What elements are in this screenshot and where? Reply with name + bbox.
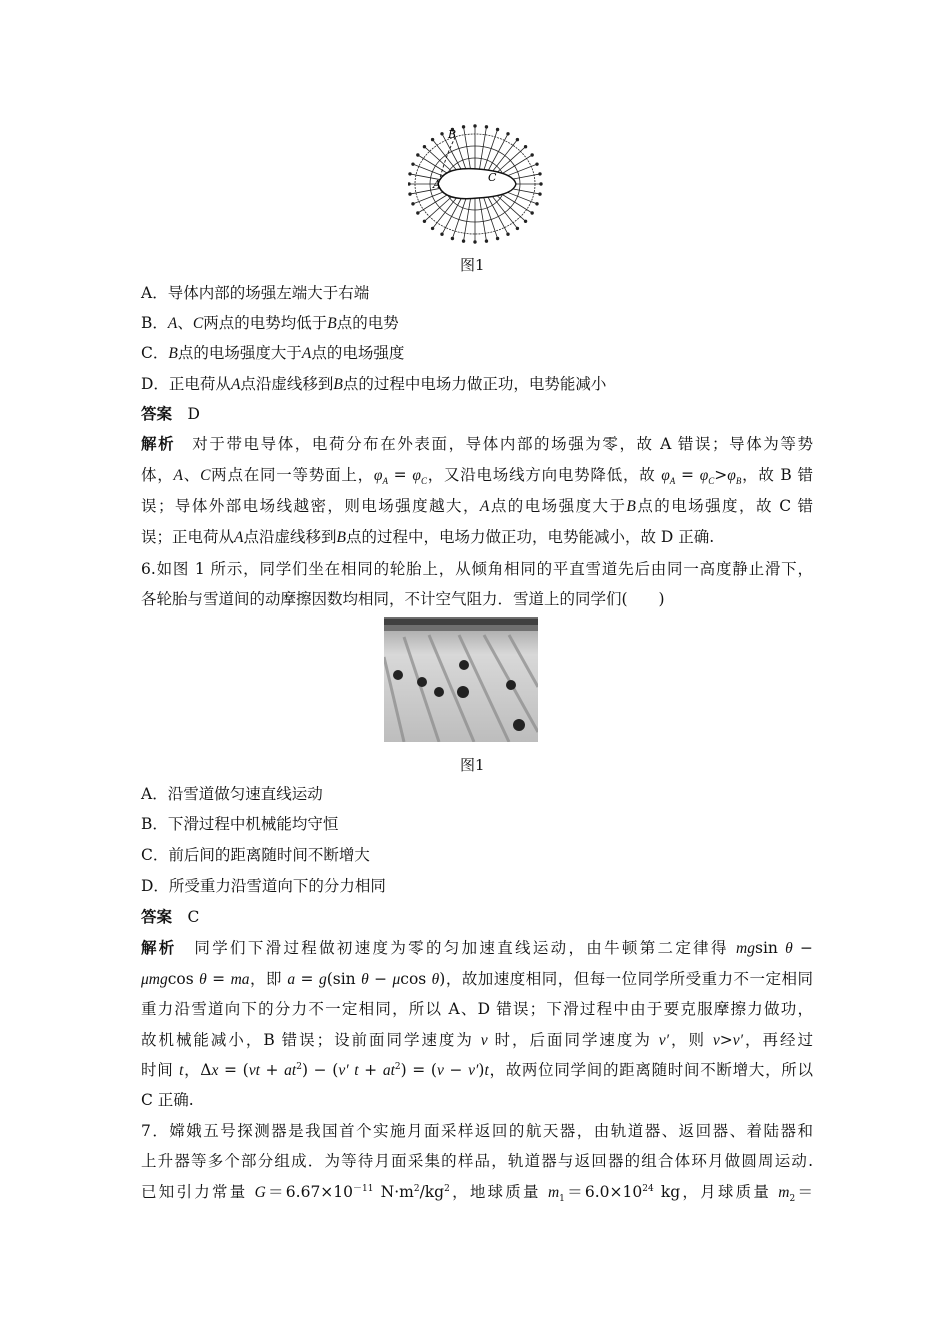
text-segment: 时间 (141, 1061, 180, 1079)
field-arrow (485, 126, 488, 129)
text-segment: B (327, 315, 337, 332)
text-segment: ，故两位同学间的距离随时间不断增大，所以 (488, 1061, 813, 1079)
text-segment: ＝ (795, 1183, 813, 1201)
conductor-electric-field-diagram (408, 124, 543, 249)
field-arrow (531, 154, 534, 157)
text-segment: B (336, 529, 346, 546)
field-line (442, 196, 463, 234)
field-arrow (409, 173, 412, 176)
text-line (141, 434, 813, 454)
text-segment: ，即 (249, 970, 288, 988)
text-segment: C (172, 908, 200, 926)
text-segment: = (387, 466, 413, 484)
field-line (433, 140, 459, 174)
field-line (479, 198, 486, 241)
text-segment: ，Δ (183, 1061, 212, 1079)
text-segment: 点沿虚线移到 (240, 375, 334, 393)
text-line (141, 999, 813, 1019)
field-arrow (441, 132, 444, 135)
field-arrow (462, 240, 465, 243)
text-segment: a (287, 971, 296, 988)
text-line (141, 589, 813, 609)
text-segment: N·m (373, 1183, 414, 1201)
text-segment: C (420, 476, 427, 485)
field-arrow (417, 212, 420, 215)
text-segment: C． (141, 344, 169, 362)
text-segment: kg，月球质量 (653, 1183, 779, 1201)
text-line (141, 814, 813, 834)
text-segment: ) (478, 1061, 485, 1079)
field-arrow (524, 220, 527, 223)
field-arrow (496, 237, 499, 240)
text-segment: 、 (177, 314, 193, 332)
field-arrow (485, 240, 488, 243)
field-arrow (431, 138, 434, 141)
text-segment: 同学们下滑过程做初速度为零的匀加速直线运动，由牛顿第二定律得 (176, 939, 737, 957)
text-segment: C (192, 315, 204, 332)
text-line (141, 1182, 813, 1202)
text-segment: (sin (326, 970, 362, 988)
field-arrow (536, 203, 539, 206)
text-line (141, 969, 813, 989)
text-segment: = (675, 466, 700, 484)
field-arrow (431, 227, 434, 230)
text-segment: μ (392, 971, 401, 988)
text-segment: 点的电场强度大于 (489, 497, 627, 515)
field-arrow (417, 154, 420, 157)
text-segment: A (230, 376, 241, 393)
text-segment: B． (141, 314, 168, 332)
text-segment: 解析 (141, 434, 176, 453)
text-segment: 7．嫦娥五号探测器是我国首个实施月面采样返回的航天器，由轨道器、返回器、着陆器和 (141, 1122, 813, 1140)
text-segment: v (480, 1032, 488, 1049)
field-arrow (516, 138, 519, 141)
text-segment: ) − ( (301, 1061, 339, 1079)
text-segment: θ (431, 971, 440, 988)
label-c: C (488, 171, 497, 184)
text-segment: 体， (141, 466, 174, 484)
text-segment: 24 (642, 1183, 654, 1194)
field-arrow (412, 163, 415, 166)
text-line (141, 404, 813, 424)
field-arrow (539, 173, 542, 176)
text-line (141, 465, 813, 485)
text-segment: /kg (419, 1183, 445, 1201)
field-line (488, 196, 509, 234)
text-segment: g (318, 971, 327, 988)
text-segment: θ (361, 971, 369, 988)
text-segment: at (382, 1062, 395, 1079)
field-line (464, 127, 471, 170)
text-segment: 2 (296, 1061, 302, 1072)
text-segment: 点的电场强度 (311, 344, 405, 362)
text-line (141, 907, 813, 927)
text-segment: v′ (338, 1062, 349, 1079)
text-line (141, 343, 813, 364)
text-segment: − (792, 939, 813, 957)
text-line (141, 527, 813, 548)
text-line (141, 784, 813, 804)
figure1-caption: 图1 (460, 256, 485, 274)
text-segment: t (179, 1062, 184, 1079)
field-arrow (409, 193, 412, 196)
text-segment: ) = ( (400, 1061, 437, 1079)
text-line (141, 559, 813, 579)
text-segment: 2 (394, 1061, 401, 1072)
field-arrow (474, 241, 477, 244)
field-arrow (474, 125, 477, 128)
text-line (141, 1151, 813, 1171)
text-segment: C (708, 476, 715, 485)
field-line (479, 127, 486, 170)
text-segment: B (626, 498, 636, 515)
text-segment: t (354, 1062, 359, 1079)
text-segment: ，则 (669, 1031, 713, 1049)
text-segment: φ (699, 467, 709, 484)
field-arrow (451, 237, 454, 240)
text-segment: cos (167, 970, 200, 988)
text-segment: v (712, 1032, 720, 1049)
text-segment: m (778, 1184, 790, 1201)
text-line (141, 1090, 813, 1110)
text-segment: A (234, 529, 244, 546)
text-segment: 答案 (141, 907, 173, 926)
text-segment: μmg (141, 971, 168, 988)
text-segment: v′ (658, 1032, 670, 1049)
text-line (141, 496, 813, 516)
text-line (141, 283, 813, 303)
text-segment: > (714, 466, 728, 484)
text-segment: 解析 (141, 938, 177, 957)
text-segment: x (211, 1062, 219, 1079)
field-arrow (412, 203, 415, 206)
text-segment: D (172, 405, 200, 423)
text-segment: B (735, 476, 742, 485)
text-segment: ，故 B 错 (741, 466, 813, 484)
figure2-caption: 图1 (460, 756, 485, 774)
field-arrow (507, 233, 510, 236)
text-segment: + (259, 1061, 285, 1079)
text-segment: 答案 (141, 404, 173, 423)
label-b: B (448, 128, 457, 141)
text-segment: D．正电荷从 (141, 375, 231, 393)
text-segment: m (547, 1184, 560, 1201)
text-segment: C．前后间的距离随时间不断增大 (141, 846, 370, 864)
text-segment: ＝6.67×10 (265, 1183, 354, 1201)
field-arrow (539, 193, 542, 196)
text-segment: A (167, 315, 178, 332)
field-line (488, 134, 509, 172)
text-segment: θ (199, 971, 207, 988)
text-segment: sin (754, 939, 786, 957)
text-segment: + (358, 1061, 383, 1079)
text-segment: 上升器等多个部分组成．为等待月面采集的样品，轨道器与返回器的组合体环月做圆周运动. (141, 1152, 813, 1170)
text-segment: v (436, 1062, 444, 1079)
text-segment: mg (736, 940, 755, 957)
text-segment: 重力沿雪道向下的分力不一定相同，所以 A、D 错误；下滑过程中由于要克服摩擦力做功， (141, 1000, 813, 1018)
text-line (141, 1060, 813, 1080)
text-segment: φ (727, 467, 736, 484)
text-segment: − (368, 970, 393, 988)
text-segment: φ (412, 467, 421, 484)
text-segment: 2 (413, 1183, 420, 1194)
text-segment: )，故加速度相同，但每一位同学所受重力不一定相同 (439, 970, 813, 988)
text-segment: C (200, 467, 211, 484)
field-arrow (462, 126, 465, 129)
field-arrow (531, 212, 534, 215)
text-segment: A (382, 476, 388, 485)
text-segment: ，再经过 (743, 1031, 813, 1049)
text-segment: 点的电场强度大于 (177, 344, 302, 362)
field-arrow (496, 128, 499, 131)
text-segment: ，地球质量 (449, 1183, 548, 1201)
text-line (141, 1121, 813, 1141)
text-segment: θ (785, 940, 793, 957)
text-segment: 误；正电荷从 (141, 528, 235, 546)
text-line (141, 374, 813, 395)
text-segment: A．沿雪道做匀速直线运动 (141, 785, 323, 803)
field-arrow (408, 183, 410, 186)
text-segment: A．导体内部的场强左端大于右端 (141, 284, 370, 302)
text-segment: φ (661, 467, 670, 484)
text-segment: 2 (444, 1183, 450, 1194)
text-segment: vt (248, 1062, 260, 1079)
text-segment: = (295, 970, 319, 988)
text-segment: 点的电场强度，故 C 错 (635, 497, 813, 515)
text-segment: φ (373, 467, 383, 484)
text-segment: G (254, 1184, 266, 1201)
text-segment: D．所受重力沿雪道向下的分力相同 (141, 877, 386, 895)
text-segment: A (301, 345, 312, 362)
text-segment: 6.如图 1 所示，同学们坐在相同的轮胎上，从倾角相同的平直雪道先后由同一高度静止滑下， (141, 560, 813, 578)
text-segment: 、 (183, 466, 201, 484)
text-segment: C 正确. (141, 1091, 194, 1109)
text-segment: at (284, 1062, 297, 1079)
text-segment: 两点在同一等势面上， (210, 466, 374, 484)
text-segment: A (669, 476, 676, 485)
text-line (141, 876, 813, 896)
field-arrow (441, 233, 444, 236)
field-line (464, 198, 471, 241)
text-segment: 对于带电导体，电荷分布在外表面，导体内部的场强为零，故 A 错误；导体为等势 (175, 435, 813, 453)
field-line (433, 195, 459, 229)
label-a: A (433, 178, 441, 191)
text-segment: A (173, 467, 184, 484)
text-segment: 两点的电势均低于 (203, 314, 328, 332)
text-segment: 故机械能减小，B 错误；设前面同学速度为 (141, 1031, 481, 1049)
text-segment: 1 (559, 1194, 565, 1202)
text-segment: 各轮胎与雪道间的动摩擦因数均相同，不计空气阻力．雪道上的同学们( ) (141, 590, 665, 608)
text-segment: cos (400, 970, 432, 988)
field-line (491, 140, 517, 174)
text-segment: ma (230, 971, 250, 988)
text-line (141, 313, 813, 334)
text-segment: B (333, 376, 343, 393)
text-segment: ＝6.0×10 (564, 1183, 643, 1201)
text-segment: B (168, 345, 178, 362)
text-segment: B．下滑过程中机械能均守恒 (141, 815, 339, 833)
text-segment: t (484, 1062, 489, 1079)
text-segment: 2 (789, 1194, 796, 1202)
field-arrow (507, 132, 510, 135)
text-segment: = ( (218, 1061, 249, 1079)
text-segment: ，又沿电场线方向电势降低，故 (426, 466, 662, 484)
text-segment: 点的过程中，电场力做正功，电势能减小，故 D 正确. (345, 528, 715, 546)
text-segment: 点的过程中电场力做正功，电势能减小 (342, 375, 607, 393)
field-arrow (536, 163, 539, 166)
text-segment: －11 (353, 1183, 374, 1194)
field-arrow (540, 183, 543, 186)
text-line (141, 845, 813, 865)
text-segment: 点的电势 (336, 314, 399, 332)
text-segment: 误；导体外部电场线越密，则电场强度越大， (141, 497, 480, 515)
text-segment: > (719, 1031, 733, 1049)
text-segment: v′ (468, 1062, 479, 1079)
text-segment: − (443, 1061, 469, 1079)
text-segment: 时，后面同学速度为 (487, 1031, 659, 1049)
field-arrow (423, 145, 426, 148)
text-segment: = (206, 970, 231, 988)
field-arrow (423, 220, 426, 223)
text-line (141, 1030, 813, 1050)
field-line (491, 195, 517, 229)
text-line (141, 938, 813, 958)
field-arrow (516, 227, 519, 230)
text-segment: 已知引力常量 (141, 1183, 255, 1201)
text-segment: 点沿虚线移到 (243, 528, 337, 546)
text-segment: v′ (732, 1032, 744, 1049)
snow-slide-photo (384, 617, 538, 742)
text-segment: A (479, 498, 490, 515)
field-arrow (524, 145, 527, 148)
